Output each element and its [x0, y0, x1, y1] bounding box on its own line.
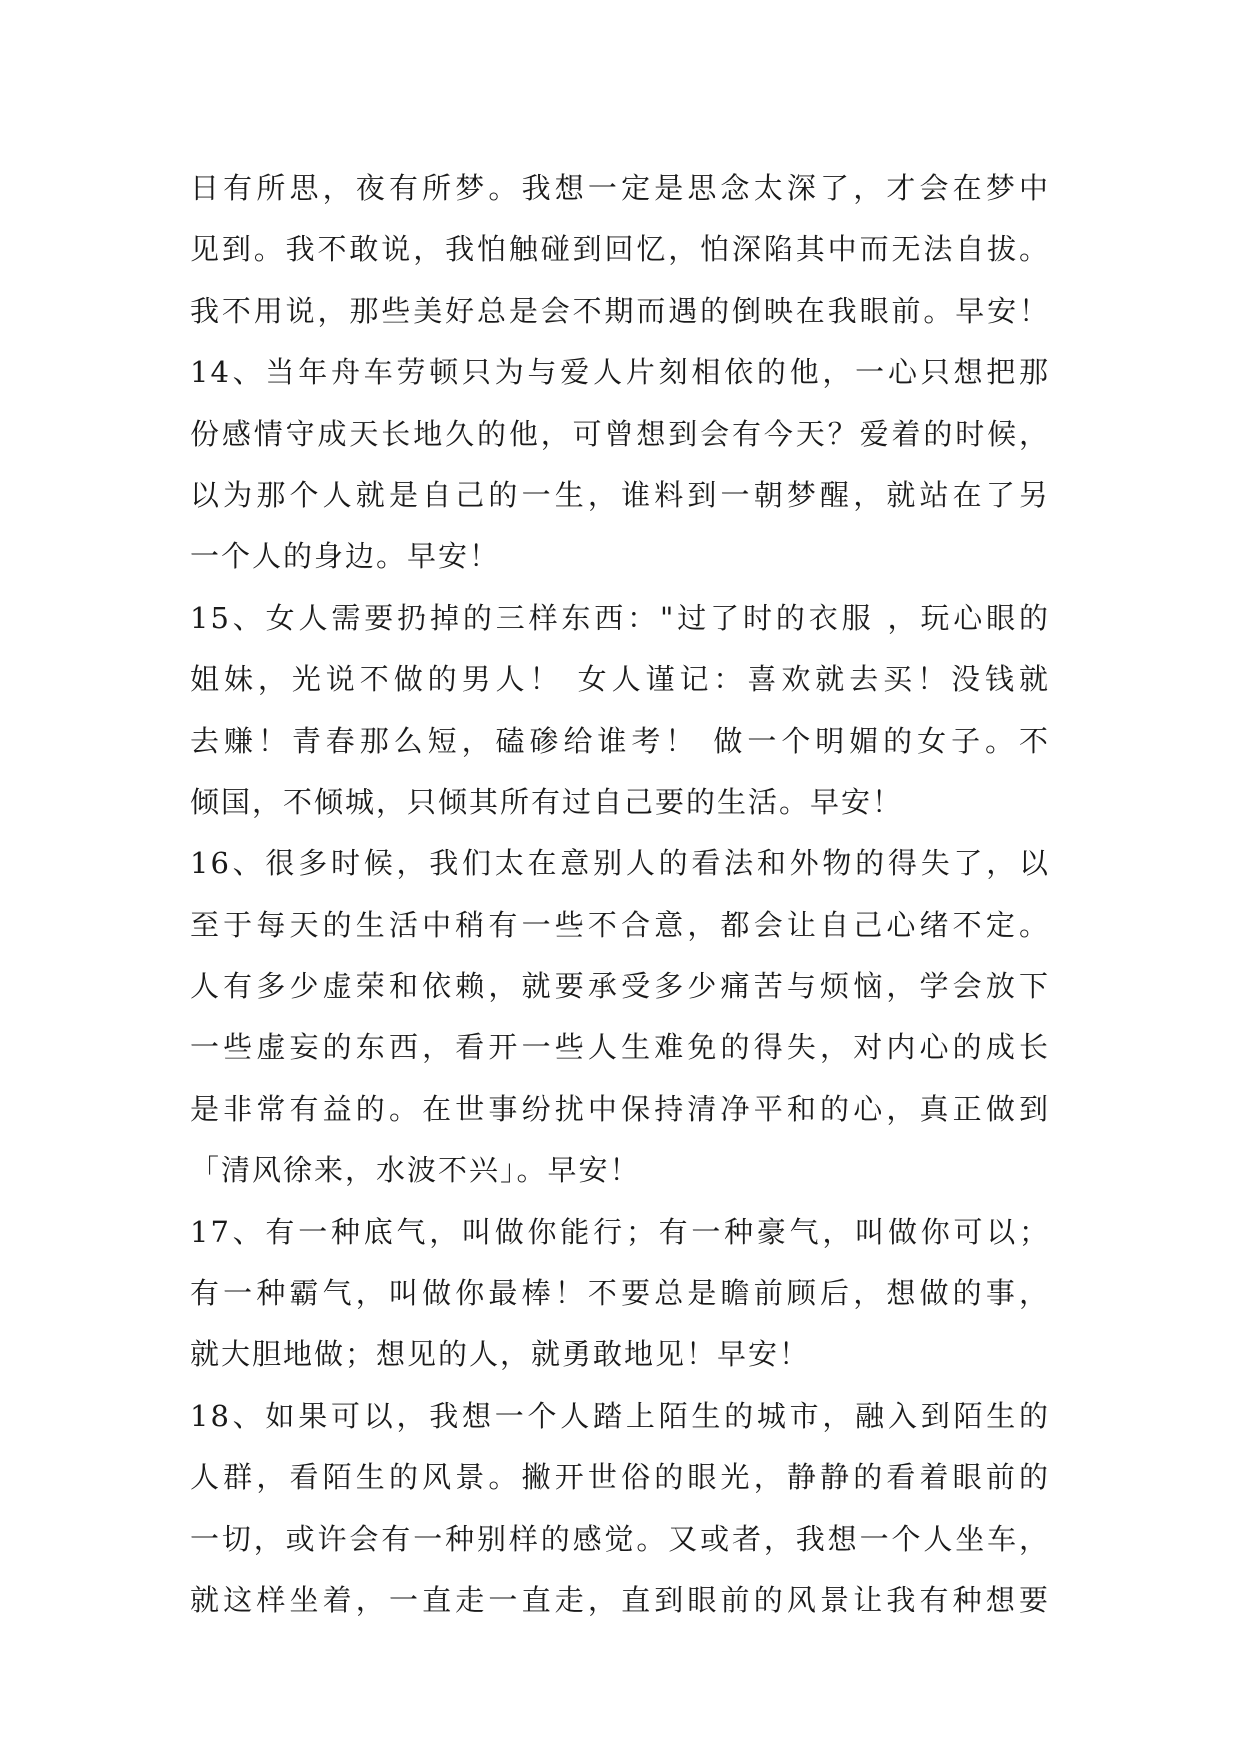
document-body	[190, 158, 1050, 1631]
text-line: 见到。我不敢说，我怕触碰到回忆，怕深陷其中而无法自拔。	[190, 232, 1050, 267]
text-line: 至于每天的生活中稍有一些不合意，都会让自己心绪不定。	[190, 907, 1050, 942]
text-line: 17、有一种底气，叫做你能行；有一种豪气，叫做你可以；	[190, 1214, 1050, 1249]
text-line: 人群，看陌生的风景。撇开世俗的眼光，静静的看着眼前的	[190, 1460, 1050, 1495]
text-line: 份感情守成天长地久的他，可曾想到会有今天？爱着的时候，	[190, 416, 1050, 451]
text-line: 以为那个人就是自己的一生，谁料到一朝梦醒，就站在了另	[190, 477, 1050, 512]
text-line: 去赚！青春那么短，磕碜给谁考！ 做一个明媚的女子。不	[190, 723, 1050, 758]
text-line: 「清风徐来，水波不兴」。早安！	[190, 1153, 641, 1188]
text-line: 一些虚妄的东西，看开一些人生难免的得失，对内心的成长	[190, 1030, 1050, 1065]
text-line: 姐妹，光说不做的男人！ 女人谨记：喜欢就去买！没钱就	[190, 662, 1050, 697]
text-line: 有一种霸气，叫做你最棒！不要总是瞻前顾后，想做的事，	[190, 1276, 1050, 1311]
text-line: 就这样坐着，一直走一直走，直到眼前的风景让我有种想要	[190, 1582, 1050, 1617]
text-line: 15、女人需要扔掉的三样东西："过了时的衣服 ，玩心眼的	[190, 600, 1050, 635]
text-line: 我不用说，那些美好总是会不期而遇的倒映在我眼前。早安！	[190, 293, 1050, 328]
text-line: 是非常有益的。在世事纷扰中保持清净平和的心，真正做到	[190, 1091, 1050, 1126]
text-line: 就大胆地做；想见的人，就勇敢地见！早安！	[190, 1337, 811, 1372]
text-line: 日有所思，夜有所梦。我想一定是思念太深了，才会在梦中	[190, 171, 1050, 205]
text-line: 一切，或许会有一种别样的感觉。又或者，我想一个人坐车，	[190, 1521, 1050, 1556]
text-line: 14、当年舟车劳顿只为与爱人片刻相依的他，一心只想把那	[190, 355, 1050, 390]
text-line: 倾国，不倾城，只倾其所有过自己要的生活。早安！	[190, 784, 904, 819]
text-line: 一个人的身边。早安！	[190, 539, 501, 574]
text-line: 16、很多时候，我们太在意别人的看法和外物的得失了，以	[190, 846, 1050, 881]
text-line: 18、如果可以，我想一个人踏上陌生的城市，融入到陌生的	[190, 1398, 1050, 1433]
text-line: 人有多少虚荣和依赖，就要承受多少痛苦与烦恼，学会放下	[190, 969, 1050, 1004]
